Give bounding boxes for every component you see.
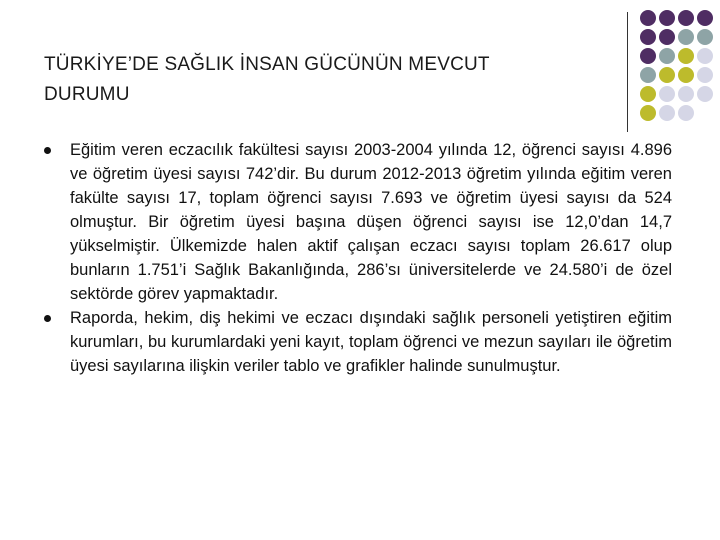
decorative-dot — [678, 105, 694, 121]
decorative-dot — [697, 86, 713, 102]
decorative-dot — [678, 67, 694, 83]
decorative-dot — [659, 86, 675, 102]
decorative-dot — [659, 10, 675, 26]
bullet-dot-icon — [44, 315, 51, 322]
bullet-item-2 — [44, 306, 672, 378]
decorative-dot — [659, 67, 675, 83]
decorative-dot — [678, 48, 694, 64]
decorative-dot — [697, 29, 713, 45]
decorative-dot — [678, 10, 694, 26]
decorative-dot — [697, 67, 713, 83]
bullet-dot-icon — [44, 147, 51, 154]
bullet-text-1: Eğitim veren eczacılık fakültesi sayısı 2003-2004 yılında 12, öğrenci sayısı 4.896 ve öğretim üyesi sayısı 742’dir. Bu durum 2012-2013 öğretim yılında eğitim veren fakülte sayısı 17, toplam öğrenci sayısı 7.693 ve öğretim üyesi sayısı da 524 olmuştur. Bir öğretim üyesi başına düşen öğrenci sayısı ise 12,0’dan 14,7 yükselmiştir. Ülkemizde halen aktif çalışan eczacı sayısı toplam 26.617 olup bunların 1.751’i Sağlık Bakanlığında, 286’sı üniversitelerde ve 24.580’i de özel sektörde görev yapmaktadır. — [70, 141, 672, 303]
decorative-dot — [697, 48, 713, 64]
decorative-dot — [640, 67, 656, 83]
decorative-dot — [659, 48, 675, 64]
bullet-item-1 — [44, 138, 672, 306]
decorative-dot — [659, 105, 675, 121]
decorative-dot — [640, 29, 656, 45]
decorative-dot — [640, 48, 656, 64]
decorative-dot — [697, 10, 713, 26]
decorative-vertical-line — [627, 12, 628, 132]
slide-content — [44, 138, 672, 378]
decorative-dot — [640, 105, 656, 121]
decorative-dot-grid — [638, 8, 718, 128]
decorative-dot — [640, 10, 656, 26]
slide-title — [44, 50, 604, 110]
decorative-dot — [678, 86, 694, 102]
bullet-text-2: Raporda, hekim, diş hekimi ve eczacı dışındaki sağlık personeli yetiştiren eğitim kurumları, bu kurumlardaki yeni kayıt, toplam öğrenci ve mezun sayıları ile öğretim üyesi sayılarına ilişkin veriler tablo ve grafikler halinde sunulmuştur. — [70, 309, 672, 375]
decorative-dot — [678, 29, 694, 45]
decorative-dot — [659, 29, 675, 45]
slide-title-line-1: TÜRKİYE’DE SAĞLIK İNSAN GÜCÜNÜN MEVCUT — [44, 54, 490, 75]
decorative-dot — [640, 86, 656, 102]
slide-title-line-2: DURUMU — [44, 84, 130, 105]
